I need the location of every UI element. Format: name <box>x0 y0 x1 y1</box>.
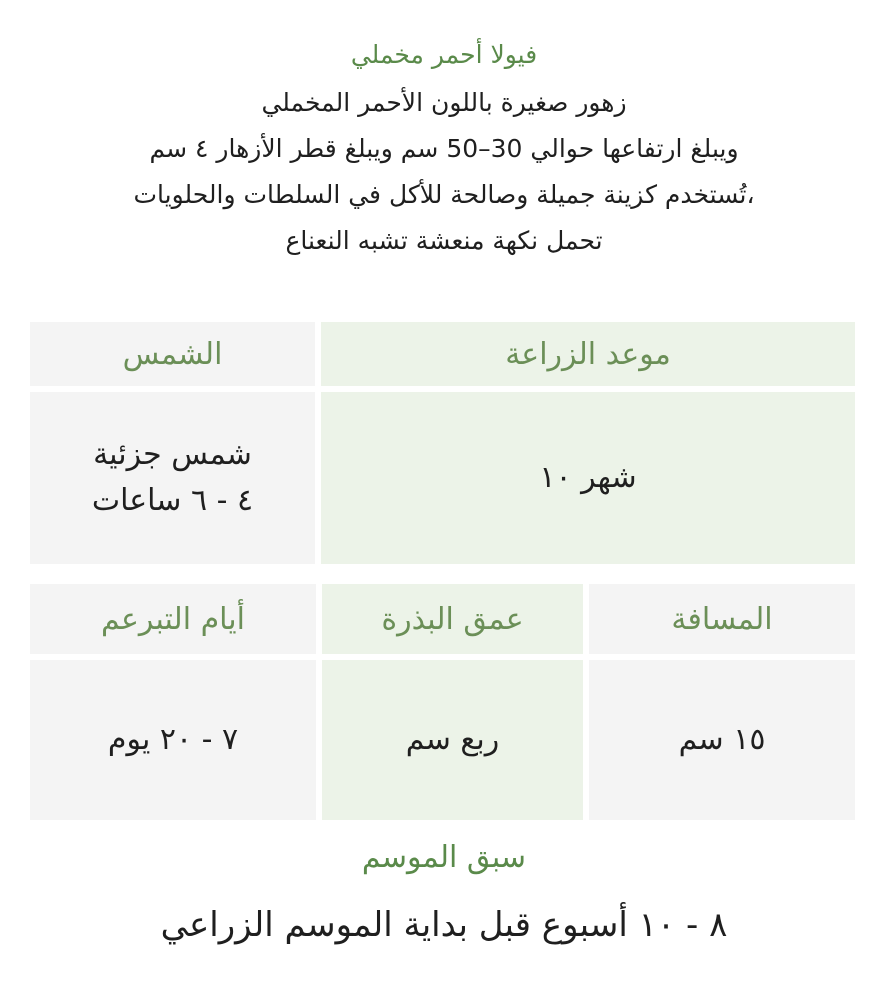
plant-title: فيولا أحمر مخملي <box>350 40 538 69</box>
planting-time-header <box>321 322 855 386</box>
sun-value-line-2: ٤ - ٦ ساعات <box>91 483 254 518</box>
germination-cell <box>30 660 316 820</box>
seed-depth-label: عمق البذرة <box>381 601 524 637</box>
seed-depth-cell <box>322 660 583 820</box>
season-head-start-title: سبق الموسم <box>361 840 527 875</box>
planting-time-label: موعد الزراعة <box>505 336 671 372</box>
germination-value: ٧ - ٢٠ يوم <box>107 722 239 757</box>
spacing-label: المسافة <box>671 601 773 637</box>
planting-time-value: شهر ١٠ <box>539 460 637 495</box>
spacing-value: ١٥ سم <box>678 722 766 757</box>
planting-time-cell <box>321 392 855 564</box>
germination-header <box>30 584 316 654</box>
sun-value-line-1: شمس جزئية <box>93 437 252 472</box>
season-head-start-text: ٨ - ١٠ أسبوع قبل بداية الموسم الزراعي <box>160 905 728 945</box>
spacing-header <box>589 584 855 654</box>
description-line-2: ويبلغ ارتفاعها حوالي 30–50 سم ويبلغ قطر الأزهار ٤ سم <box>149 134 739 163</box>
description-line-4: تحمل نكهة منعشة تشبه النعناع <box>285 226 603 255</box>
seed-depth-header <box>322 584 583 654</box>
spacing-cell <box>589 660 855 820</box>
sun-cell <box>30 392 315 564</box>
germination-label: أيام التبرعم <box>101 601 245 637</box>
description-line-1: زهور صغيرة باللون الأحمر المخملي <box>261 88 627 117</box>
sun-label: الشمس <box>122 336 223 372</box>
intro-section <box>0 40 888 264</box>
seed-depth-value: ربع سم <box>405 722 500 757</box>
sun-header <box>30 322 315 386</box>
description-line-3: ،تُستخدم كزينة جميلة وصالحة للأكل في السلطات والحلويات <box>133 180 755 209</box>
